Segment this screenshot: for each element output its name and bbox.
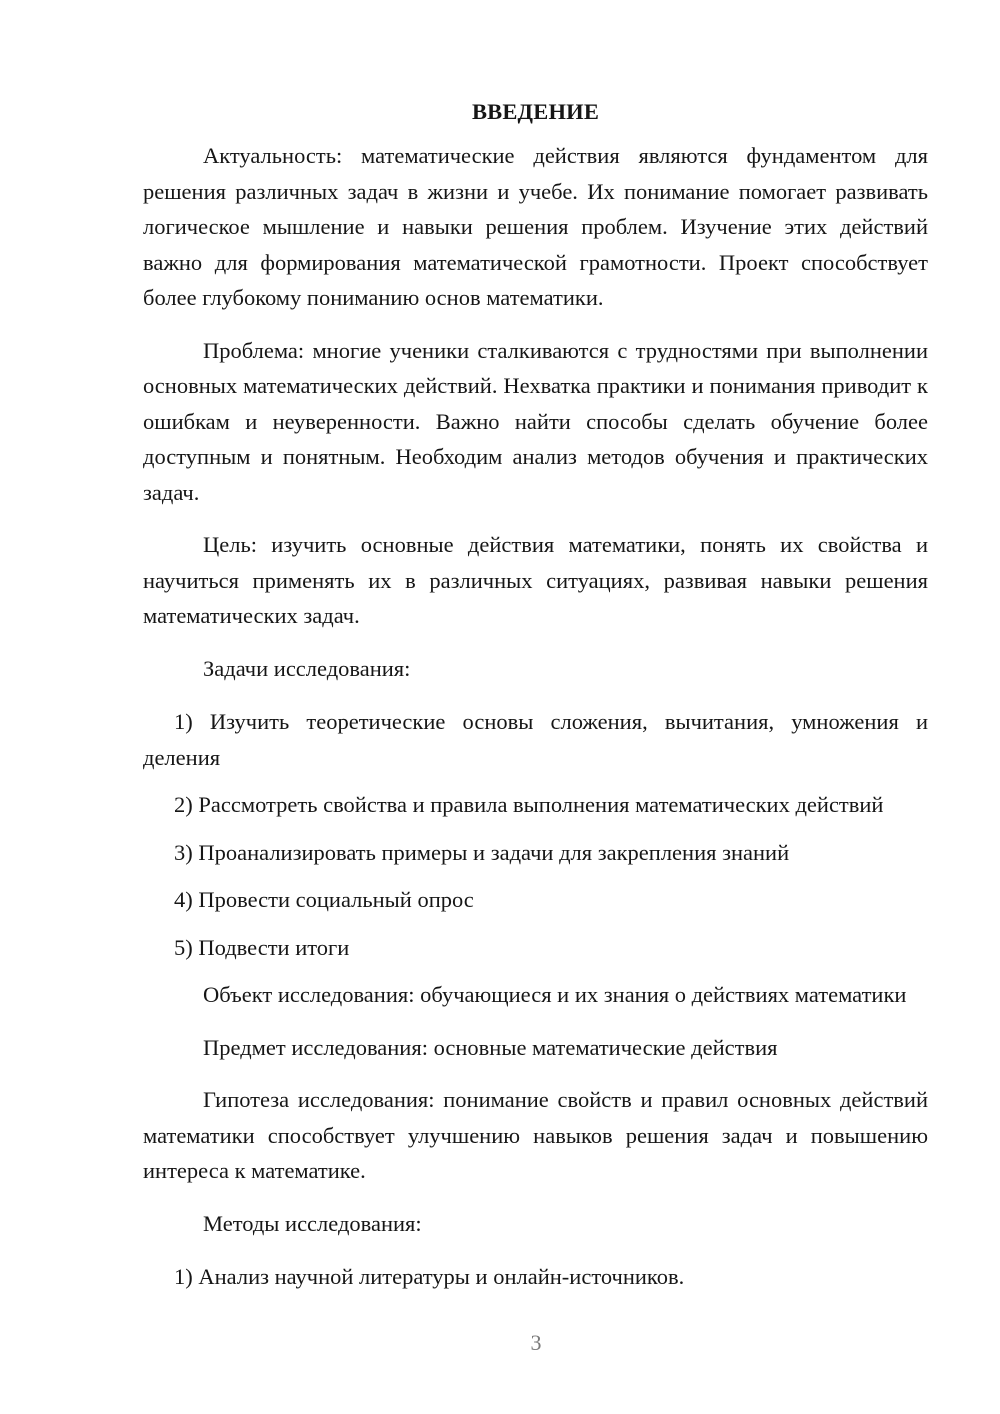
methods-heading: Методы исследования:: [203, 1210, 422, 1236]
paragraph-goal: Цель: изучить основные действия математики, понять их свойства и научиться применять их в различных ситуациях, развивая навыки решения математических задач.: [143, 532, 928, 628]
task-item-3: 3) Проанализировать примеры и задачи для закрепления знаний: [174, 839, 790, 865]
paragraph-hypothesis: Гипотеза исследования: понимание свойств и правил основных действий математики способствует улучшению навыков решения задач и повышению интереса к математике.: [143, 1087, 928, 1183]
paragraph-object: Объект исследования: обучающиеся и их знания о действиях математики: [203, 982, 907, 1007]
page-number: 3: [530, 1330, 542, 1355]
task-item-4: 4) Провести социальный опрос: [174, 887, 474, 912]
method-item-1: 1) Анализ научной литературы и онлайн-источников.: [174, 1264, 685, 1289]
paragraph-relevance: Актуальность: математические действия являются фундаментом для решения различных задач в жизни и учебе. Их понимание помогает развивать логическое мышление и навыки решения проблем. Изучение этих действий важно для формирования математической грамотности. Проект способствует более глубокому пониманию основ математики.: [143, 143, 928, 310]
paragraph-subject: Предмет исследования: основные математические действия: [203, 1034, 778, 1060]
paragraph-problem: Проблема: многие ученики сталкиваются с трудностями при выполнении основных математических действий. Нехватка практики и понимания приводит к ошибкам и неуверенности. Важно найти способы сделать обучение более доступным и понятным. Необходим анализ методов обучения и практических задач.: [143, 337, 928, 505]
task-item-5: 5) Подвести итоги: [174, 934, 350, 960]
page-title: ВВЕДЕНИЕ: [471, 99, 600, 124]
task-item-2: 2) Рассмотреть свойства и правила выполнения математических действий: [174, 792, 884, 817]
task-item-1: 1) Изучить теоретические основы сложения, вычитания, умножения и деления: [143, 709, 928, 770]
page-content: [143, 94, 928, 1307]
tasks-heading: Задачи исследования:: [203, 655, 411, 681]
